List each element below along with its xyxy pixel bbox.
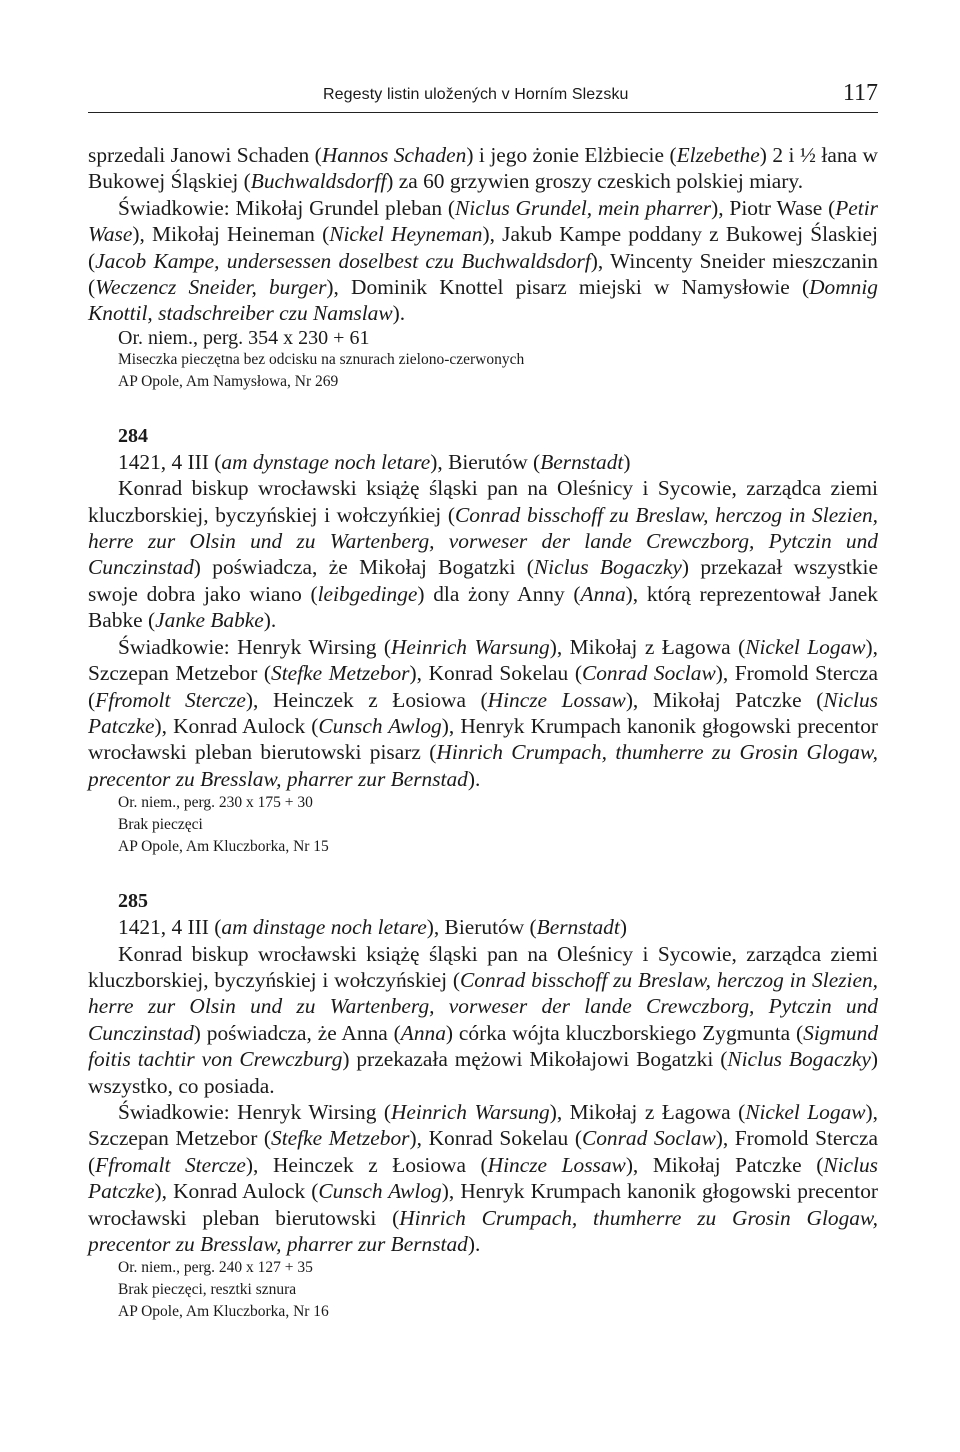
entry-witnesses: Świadkowie: Henryk Wirsing (Heinrich Warsung), Mikołaj z Łagowa (Nickel Logaw), Szczepan Metzebor (Stefke Metzebor), Konrad Sokelau (Conrad Soclaw), Fromold Stercza (Ffromolt Stercze), Heinczek z Łosiowa (Hincze Lossaw), Mikołaj Patczke (Niclus Patczke), Konrad Aulock (Cunsch Awlog), Henryk Krumpach kanonik głogowski precentor wrocławski pleban bierutowski pisarz (Hinrich Crumpach, thumherre zu Grosin Glogaw, precentor zu Bresslaw, pharrer zur Bernstad).: [88, 634, 879, 791]
entry-summary: Konrad biskup wrocławski książę śląski pan na Oleśnicy i Sycowie, zarządca ziemi kluczborskiej, byczyńskiej i wołczyńkiej (Conrad bisschoff zu Breslaw, herczog in Slezien, herre zur Olsin und zu Wartenberg, vorweser der lande Crewczborg, Pytczin und Cunczinstad) poświadcza, że Mikołaj Bogatzki (Niclus Bogaczky) przekazał wszystkie swoje dobra jako wiano (leibgedinge) dla żony Anny (Anna), którą reprezentował Janek Babke (Janke Babke).: [88, 476, 878, 633]
intro-archive-reference: AP Opole, Am Namysłowa, Nr 269: [118, 372, 339, 390]
original-language-term: Conrad Soclaw: [581, 661, 716, 686]
original-language-term: Niclus Patczke: [88, 1152, 878, 1204]
original-language-term: Conrad Soclaw: [581, 1126, 716, 1151]
original-language-term: Conrad bisschoff zu Breslaw, herczog in Slezien, herre zur Olsin und zu Wartenberg, vorweser der lande Crewczborg, Pytczin und Cunczinstad: [88, 967, 878, 1045]
original-language-term: leibgedinge: [317, 581, 418, 606]
section-spacer: [88, 393, 878, 423]
entry-number: 284: [118, 424, 148, 447]
original-language-term: Jacob Kampe, undersessen doselbest czu Buchwaldsdorf: [95, 248, 591, 273]
original-language-term: Conrad bisschoff zu Breslaw, herczog in Slezien, herre zur Olsin und zu Wartenberg, vorweser der lande Crewczborg, Pytczin und Cunczinstad: [88, 502, 878, 580]
page-body: [88, 142, 878, 1323]
entry-285: [88, 888, 878, 1323]
original-language-term: Ffromalt Stercze: [95, 1152, 246, 1177]
original-language-term: Hinrich Crumpach, thumherre zu Grosin Glogaw, precentor zu Bresslaw, pharrer zur Bernstad: [88, 1205, 878, 1256]
entry-seal-note: Brak pieczęci: [118, 816, 203, 834]
entry-meta: [118, 1257, 878, 1323]
original-language-term: Bernstadt: [540, 449, 624, 474]
original-language-term: Elzebethe: [676, 143, 760, 167]
running-title: Regesty listin uložených v Horním Slezsku: [323, 86, 629, 103]
page-header: [88, 80, 878, 113]
intro-witnesses: Świadkowie: Mikołaj Grundel pleban (Niclus Grundel, mein pharrer), Piotr Wase (Petir Wase), Mikołaj Heineman (Nickel Heyneman), Jakub Kampe poddany z Bukowej Ślaskiej (Jacob Kampe, undersessen doselbest czu Buchwaldsdorf), Wincenty Sneider mieszczanin (Weczencz Sneider, burger), Dominik Knottel pisarz miejski w Namysłowie (Domnig Knottil, stadschreiber czu Namslaw).: [88, 195, 879, 326]
original-language-term: Petir Wase: [88, 195, 878, 247]
entry-date: 1421, 4 III (am dinstage noch letare), Bierutów (Bernstadt): [118, 915, 627, 940]
entry-archive-reference: AP Opole, Am Kluczborka, Nr 15: [118, 838, 329, 856]
original-language-term: Weczencz Sneider, burger: [95, 275, 327, 300]
original-language-term: Niclus Grundel, mein pharrer: [454, 195, 712, 220]
page-number: 117: [842, 80, 878, 106]
original-language-term: am dinstage noch letare: [221, 915, 427, 940]
entry-date: 1421, 4 III (am dynstage noch letare), Bierutów (Bernstadt): [118, 449, 631, 474]
entry-archive-reference: AP Opole, Am Kluczborka, Nr 16: [118, 1303, 329, 1321]
entry-summary: Konrad biskup wrocławski książę śląski pan na Oleśnicy i Sycowie, zarządca ziemi kluczborskiej, byczyńskiej i wołczyńskiej (Conrad bisschoff zu Breslaw, herczog in Slezien, herre zur Olsin und zu Wartenberg, vorweser der lande Crewczborg, Pytczin und Cunczinstad) poświadcza, że Anna (Anna) córka wójta kluczborskiego Zygmunta (Sigmund foitis tachtir von Crewczburg) przekazała mężowi Mikołajowi Bogatzki (Niclus Bogaczky) wszystko, co posiada.: [88, 941, 879, 1098]
intro-paragraph: sprzedali Janowi Schaden (Hannos Schaden) i jego żonie Elżbiecie (Elzebethe) 2 i ½ łana w Bukowej Śląskiej (Buchwaldsdorff) za 60 grzywien groszy czeskich polskiej miary.: [88, 143, 878, 194]
original-language-term: Janke Babke: [155, 608, 264, 633]
intro-seal-note: Miseczka pieczętna bez odcisku na sznurach zielono-czerwonych: [118, 350, 525, 368]
intro-meta: [118, 327, 878, 393]
original-language-term: Nickel Logaw: [745, 634, 866, 659]
original-language-term: Nickel Heyneman: [329, 222, 483, 247]
original-language-term: Anna: [400, 1020, 446, 1045]
entry-meta: [118, 792, 878, 858]
original-language-term: Stefke Metzebor: [271, 661, 410, 686]
original-language-term: Anna: [580, 581, 626, 606]
original-language-term: Heinrich Warsung: [390, 1099, 550, 1124]
original-language-term: Cunsch Awlog: [318, 1179, 442, 1204]
original-language-term: Stefke Metzebor: [271, 1126, 410, 1151]
original-language-term: Domnig Knottil, stadschreiber czu Namslaw: [88, 275, 879, 326]
original-language-term: Heinrich Warsung: [390, 634, 550, 659]
original-language-term: am dynstage noch letare: [221, 449, 431, 474]
entry-number: 285: [118, 890, 148, 913]
section-spacer: [88, 858, 878, 888]
original-language-term: Hincze Lossaw: [487, 687, 626, 712]
entry-284: [88, 423, 878, 858]
original-language-term: Niclus Bogaczky: [533, 555, 682, 580]
original-language-term: Cunsch Awlog: [318, 713, 442, 738]
entry-seal-note: Brak pieczęci, resztki sznura: [118, 1281, 297, 1299]
original-language-term: Sigmund foitis tachtir von Crewczburg: [88, 1020, 879, 1072]
original-language-term: Hincze Lossaw: [487, 1152, 626, 1177]
original-language-term: Bernstadt: [536, 915, 620, 940]
intro-original-description: Or. niem., perg. 354 x 230 + 61: [118, 326, 370, 349]
original-language-term: Hinrich Crumpach, thumherre zu Grosin Glogaw, precentor zu Bresslaw, pharrer zur Bernstad: [88, 740, 878, 791]
original-language-term: Niclus Bogaczky: [727, 1047, 871, 1072]
entry-witnesses: Świadkowie: Henryk Wirsing (Heinrich Warsung), Mikołaj z Łagowa (Nickel Logaw), Szczepan Metzebor (Stefke Metzebor), Konrad Sokelau (Conrad Soclaw), Fromold Stercza (Ffromalt Stercze), Heinczek z Łosiowa (Hincze Lossaw), Mikołaj Patczke (Niclus Patczke), Konrad Aulock (Cunsch Awlog), Henryk Krumpach kanonik głogowski precentor wrocławski pleban bierutowski (Hinrich Crumpach, thumherre zu Grosin Glogaw, precentor zu Bresslaw, pharrer zur Bernstad).: [88, 1099, 879, 1256]
original-language-term: Buchwaldsdorff: [250, 169, 387, 194]
original-language-term: Hannos Schaden: [321, 143, 467, 167]
original-language-term: Ffromolt Stercze: [95, 687, 246, 712]
original-language-term: Niclus Patczke: [88, 687, 878, 738]
original-language-term: Nickel Logaw: [745, 1099, 866, 1124]
entry-original-description: Or. niem., perg. 230 x 175 + 30: [118, 794, 313, 812]
entry-original-description: Or. niem., perg. 240 x 127 + 35: [118, 1259, 313, 1277]
